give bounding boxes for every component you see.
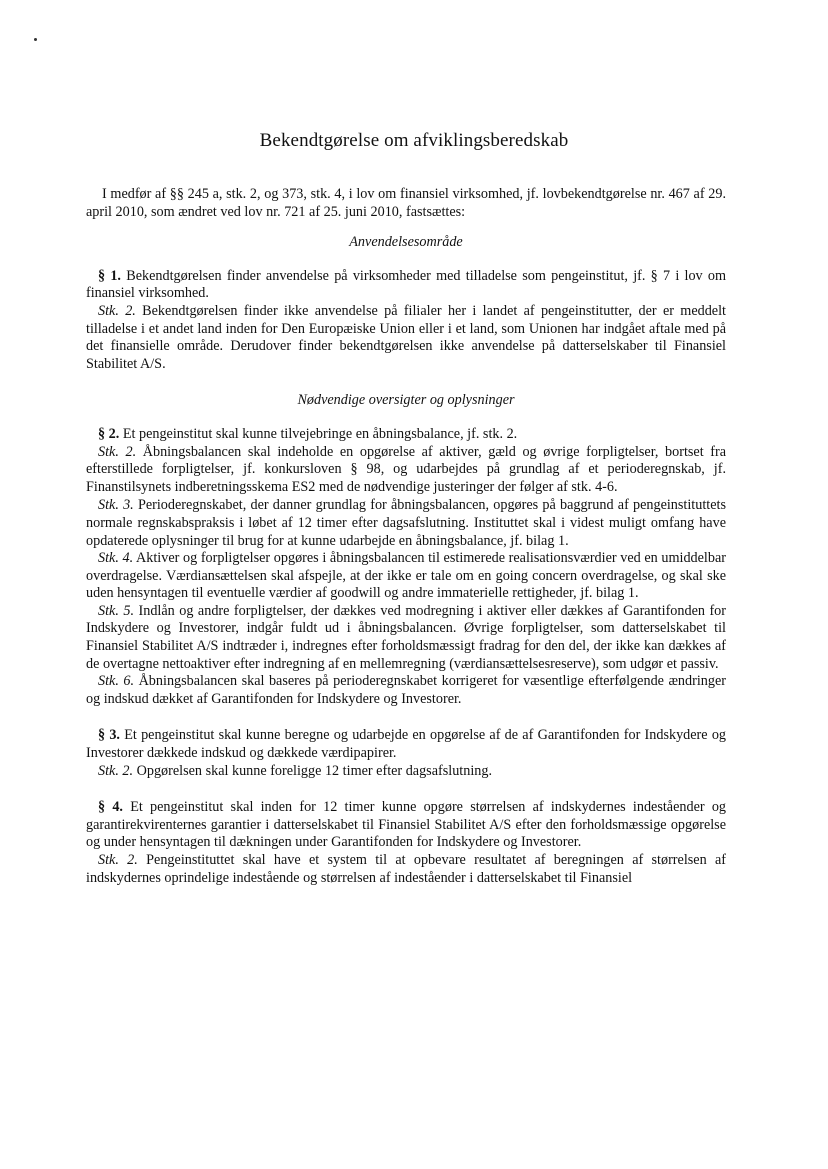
stk-label: Stk. 4. xyxy=(98,550,134,567)
section-3-text xyxy=(86,727,726,762)
stk-label: Stk. 5. xyxy=(98,602,135,619)
document-body xyxy=(86,186,726,903)
stk-label: Stk. 6. xyxy=(98,673,135,690)
section-body: Bekendtgørelsen finder anvendelse på virksomheder med tilladelse som pengeinstitut, jf. § 7 i lov om finansiel virksomhed. xyxy=(86,267,727,302)
section-number: § 3. xyxy=(98,727,120,744)
section-2-stk-6 xyxy=(86,673,726,708)
stk-label: Stk. 2. xyxy=(98,852,138,868)
heading-scope: Anvendelsesområde xyxy=(349,234,463,251)
preamble: I medfør af §§ 245 a, stk. 2, og 373, stk. 4, i lov om finansiel virksomhed, jf. lovbekendtgørelse nr. 467 af 29. april 2010, som ændret ved lov nr. 721 af 25. juni 2010, fastsættes: xyxy=(86,186,726,220)
stk-label: Stk. 2. xyxy=(98,762,134,779)
section-2-text xyxy=(86,426,726,444)
section-body: Et pengeinstitut skal kunne beregne og udarbejde en opgørelse af de af Garantifonden for Indskydere og Investorer dækkede indskud og dækkede værdipapirer. xyxy=(86,727,727,762)
stk-text: Indlån og andre forpligtelser, der dækkes ved modregning i aktiver eller dækkes af Garantifonden for Indskydere og Investorer, indgår fuldt ud i åbningsbalancen. Øvrige forpligtelser, som datterselskabet til Finansiel Stabilitet A/S indtræder i, indregnes efter forholdsmæssigt fradrag for den del, der ikke kan dækkes af de overtagne nettoaktiver efter indregning af en mellemregning (værdiansættelsesreserve), som udgør et passiv. xyxy=(86,602,726,672)
stk-text: Opgørelsen skal kunne foreligge 12 timer efter dagsafslutning. xyxy=(136,762,492,779)
section-2-stk-5 xyxy=(86,603,726,673)
section-1 xyxy=(86,268,726,374)
stk-label: Stk. 2. xyxy=(98,302,136,319)
stk-text: Bekendtgørelsen finder ikke anvendelse på filialer her i landet af pengeinstitutter, der er meddelt tilladelse i et andet land inden for Den Europæiske Union eller i et land, som Unionen har indgået aftale med på det finansielle område. Derudover finder bekendtgørelsen ikke anvendelse på datterselskaber til Finansiel Stabilitet A/S. xyxy=(86,302,726,372)
document-title: Bekendtgørelse om afviklingsberedskab xyxy=(259,130,569,151)
stk-label: Stk. 3. xyxy=(98,497,134,514)
section-2-stk-4 xyxy=(86,550,726,603)
stk-text: Pengeinstituttet skal have et system til at opbevare resultatet af beregningen af størrelsen af indskydernes oprindelige indestående og størrelsen af indeståender i datterselskabet til Finansiel xyxy=(86,852,727,886)
section-4-text xyxy=(86,799,726,852)
stk-text: Åbningsbalancen skal indeholde en opgørelse af aktiver, gæld og øvrige forpligtelser, bortset fra efterstillede forpligtelser, jf. konkursloven § 98, og udarbejdes på grundlag af et perioderegnskab, jf. Finanstilsynets indberetningsskema ES2 med de nødvendige justeringer der følger af stk. 4-6. xyxy=(86,443,726,495)
stk-text: Åbningsbalancen skal baseres på perioderegnskabet korrigeret for væsentlige efterfølgende ændringer og indskud dækket af Garantifonden for Indskydere og Investorer. xyxy=(86,673,726,707)
section-4 xyxy=(86,799,726,887)
section-number: § 2. xyxy=(98,425,120,442)
stk-text: Perioderegnskabet, der danner grundlag for åbningsbalancen, opgøres på baggrund af pengeinstituttets normale regnskabspraksis i løbet af 12 timer efter dagsafslutning. Instituttet skal i videst muligt omfang have opdaterede oplysninger til brug for at kunne udarbejde en åbningsbalance, jf. bilag 1. xyxy=(86,497,726,549)
section-number: § 1. xyxy=(98,267,121,284)
scan-speck xyxy=(34,38,37,41)
section-3-stk-2 xyxy=(86,763,726,781)
stk-text: Aktiver og forpligtelser opgøres i åbningsbalancen til estimerede realisationsværdier ved en umiddelbar overdragelse. Værdiansættelsen skal afspejle, at der ikke er tale om en going concern overdragelse, og skal ske uden hensyntagen til eventuelle værdier af goodwill og andre immaterielle rettigheder, jf. bilag 1. xyxy=(86,550,726,602)
heading-overviews: Nødvendige oversigter og oplysninger xyxy=(297,392,515,409)
section-2-stk-2 xyxy=(86,444,726,497)
section-4-stk-2 xyxy=(86,852,726,887)
section-body: Et pengeinstitut skal kunne tilvejebringe en åbningsbalance, jf. stk. 2. xyxy=(122,425,518,442)
section-body: Et pengeinstitut skal inden for 12 timer kunne opgøre størrelsen af indskydernes indeståender og garantirekvirenternes garantier i datterselskabet til Finansiel Stabilitet A/S efter den forholdsmæssige opgørelse og under hensyntagen til dækningen under Garantifonden for Indskydere og Investorer. xyxy=(86,799,727,851)
section-1-stk-2 xyxy=(86,303,726,373)
section-2-stk-3 xyxy=(86,497,726,550)
stk-label: Stk. 2. xyxy=(98,443,137,460)
section-3 xyxy=(86,727,726,780)
section-1-text xyxy=(86,268,726,303)
section-2 xyxy=(86,426,726,709)
section-number: § 4. xyxy=(98,799,123,816)
